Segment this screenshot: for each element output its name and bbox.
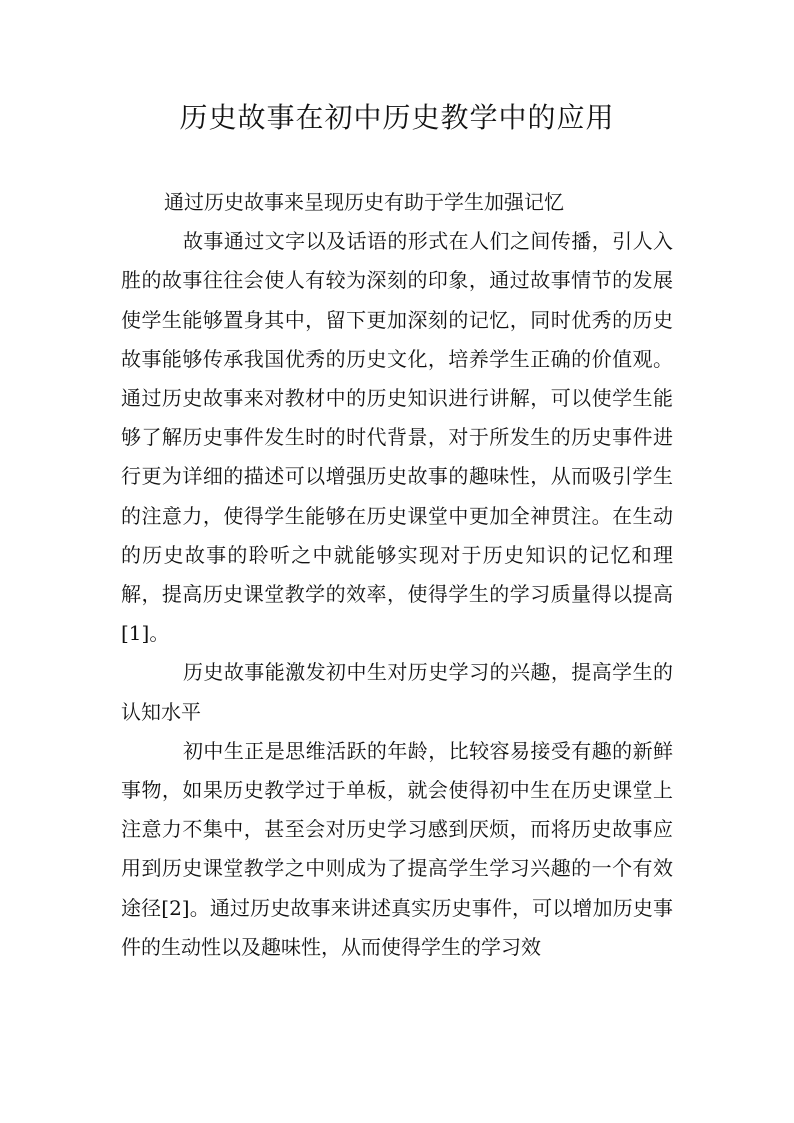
- section-heading-interest: 历史故事能激发初中生对历史学习的兴趣，提高学生的认知水平: [121, 660, 673, 724]
- section-heading-memory: 通过历史故事来呈现历史有助于学生加强记忆: [164, 190, 564, 214]
- paragraph-interest: 初中生正是思维活跃的年龄，比较容易接受有趣的新鲜事物，如果历史教学过于单板，就会使得初中生在历史课堂上注意力不集中，甚至会对历史学习感到厌烦，而将历史故事应用到历史课堂教学之中则成为了提高学生学习兴趣的一个有效途径[2]。通过历史故事来讲述真实历史事件，可以增加历史事件的生动性以及趣味性，从而使得学生的学习效: [121, 738, 673, 959]
- document-title: 历史故事在初中历史教学中的应用: [179, 101, 615, 134]
- document-body: [121, 183, 673, 967]
- paragraph-memory: 故事通过文字以及话语的形式在人们之间传播，引人入胜的故事往往会使人有较为深刻的印象，通过故事情节的发展使学生能够置身其中，留下更加深刻的记忆，同时优秀的历史故事能够传承我国优秀的历史文化，培养学生正确的价值观。通过历史故事来对教材中的历史知识进行讲解，可以使学生能够了解历史事件发生时的时代背景，对于所发生的历史事件进行更为详细的描述可以增强历史故事的趣味性，从而吸引学生的注意力，使得学生能够在历史课堂中更加全神贯注。在生动的历史故事的聆听之中就能够实现对于历史知识的记忆和理解，提高历史课堂教学的效率，使得学生的学习质量得以提高[1]。: [121, 229, 673, 646]
